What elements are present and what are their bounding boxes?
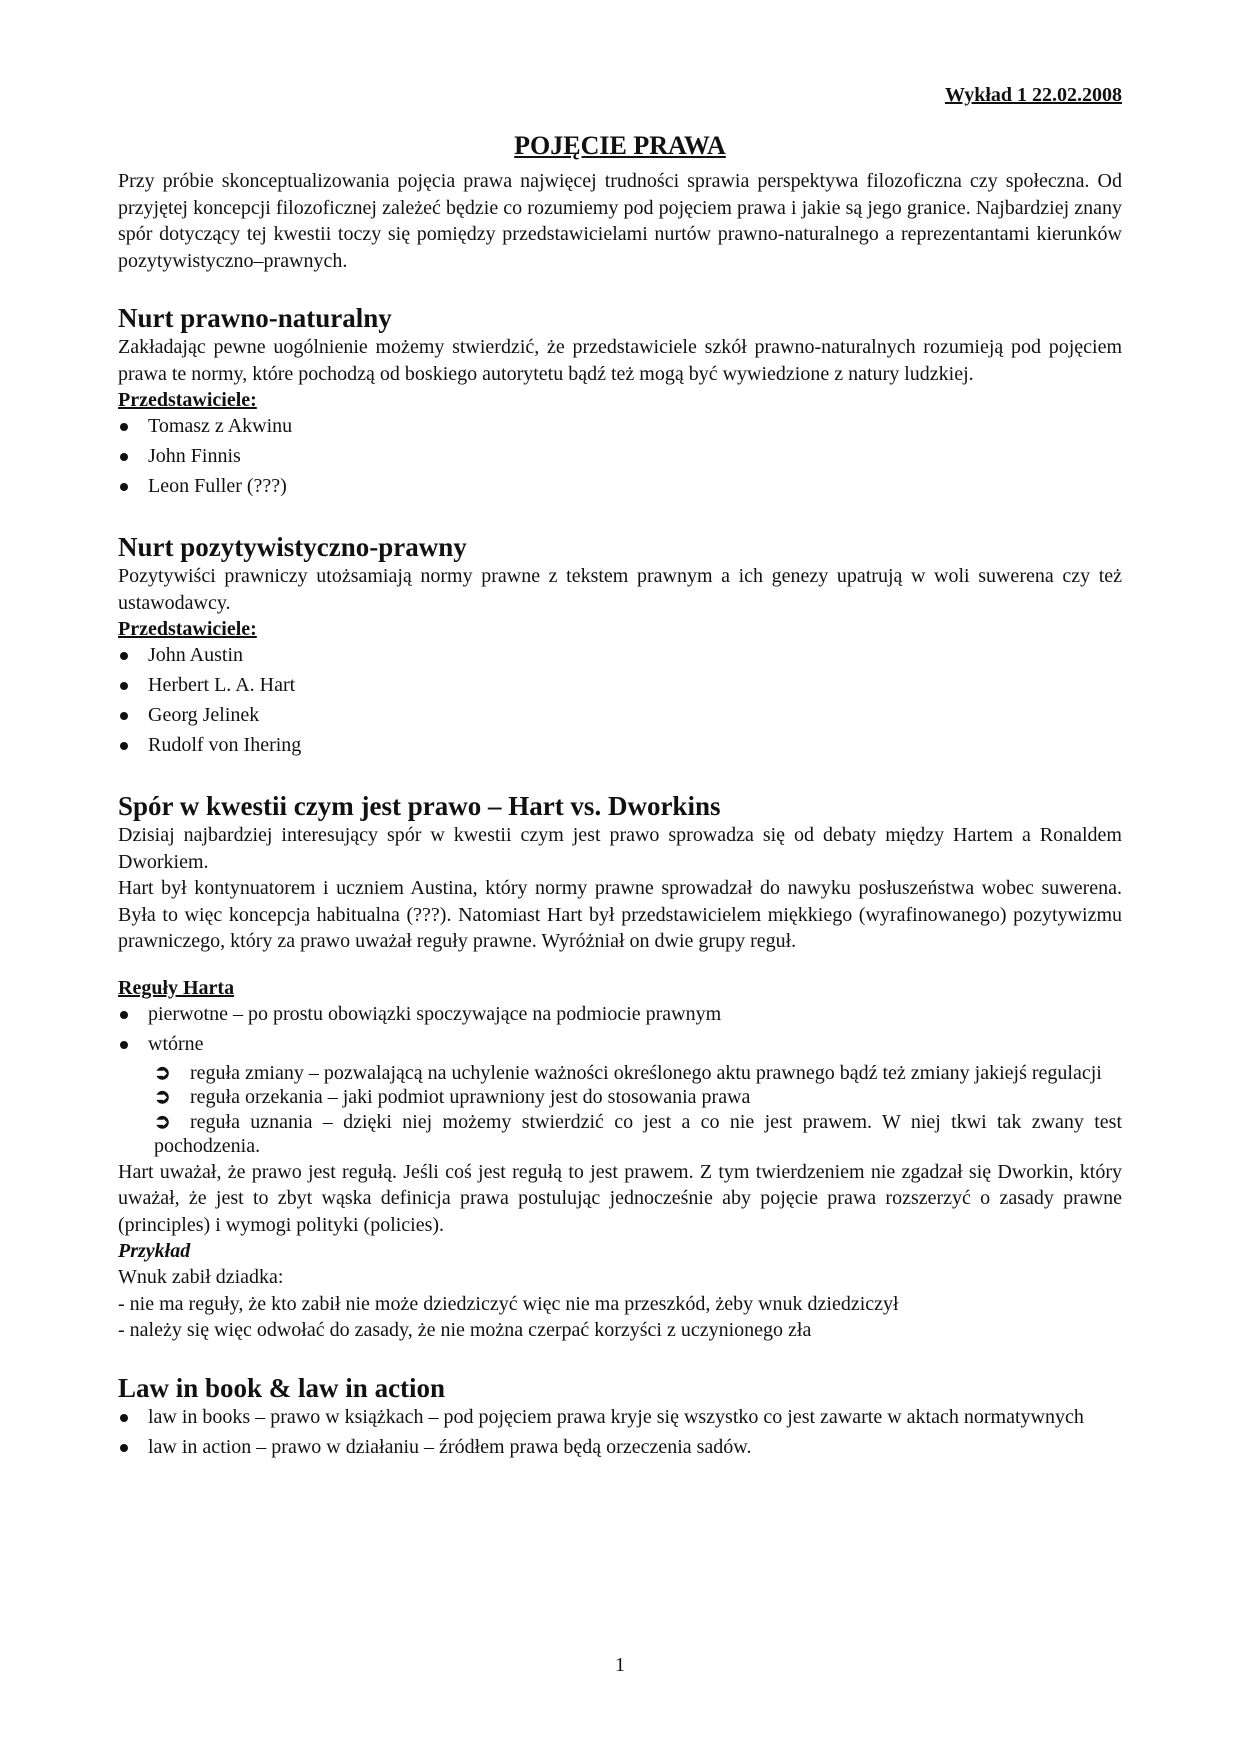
representatives-label: Przedstawiciele: [118, 389, 257, 411]
example-line: Wnuk zabił dziadka: [118, 1266, 284, 1288]
hart-dworkin-paragraph-3: Hart uważał, że prawo jest regułą. Jeśli coś jest regułą to jest prawem. Z tym twierdzeniem nie zgadzał się Dworkin, który uważał, że jest to zbyt wąska definicja prawa postulując jednocześnie aby pojęcie prawa rozszerzyć o zasady prawne (principles) i wymogi polityki (policies). [118, 1160, 1122, 1236]
arrow-right-icon: ➲ [154, 1086, 171, 1108]
hart-dworkin-paragraph-2: Hart był kontynuatorem i uczniem Austina, który normy prawne sprowadzał do nawyku posłuszeństwa wobec suwerena. Była to więc koncepcja habitualna (???). Natomiast Hart był przedstawicielem miękkiego (wyrafinowanego) pozytywizmu prawniczego, który za prawo uważał reguły prawne. Wyróżniał on dwie grupy reguł. [118, 877, 1122, 952]
list-item: Leon Fuller (???) [118, 473, 1122, 500]
list-item: ➲ reguła orzekania – jaki podmiot uprawniony jest do stosowania prawa [154, 1086, 751, 1108]
natural-law-paragraph: Zakładając pewne uogólnienie możemy stwierdzić, że przedstawiciele szkół prawno-naturalnych rozumieją pod pojęciem prawa te normy, które pochodzą od boskiego autorytetu bądź też mogą być wywiedzione z natury ludzkiej. [118, 336, 1122, 385]
arrow-right-icon: ➲ [154, 1061, 171, 1084]
list-item: law in action – prawo w działaniu – źródłem prawa będą orzeczenia sadów. [118, 1434, 1122, 1461]
lecture-date-header: Wykład 1 22.02.2008 [944, 84, 1122, 106]
positivism-paragraph: Pozytywiści prawniczy utożsamiają normy prawne z tekstem prawnym a ich genezy upatrują w woli suwerena czy też ustawodawcy. [118, 565, 1122, 614]
list-item: Herbert L. A. Hart [118, 672, 1122, 699]
bullet-icon [120, 652, 128, 660]
hart-dworkin-paragraph-1: Dzisiaj najbardziej interesujący spór w kwestii czym jest prawo sprowadza się od debaty między Hartem a Ronaldem Dworkiem. [118, 824, 1122, 873]
list-item: Tomasz z Akwinu [118, 413, 1122, 440]
list-item: Georg Jelinek [118, 702, 1122, 729]
bullet-icon [120, 1041, 128, 1049]
bullet-icon [120, 1414, 128, 1422]
bullet-icon [120, 423, 128, 431]
example-label: Przykład [118, 1240, 191, 1262]
bullet-icon [120, 483, 128, 491]
natural-law-representatives-list [118, 413, 1122, 500]
positivism-representatives-list [118, 642, 1122, 759]
list-item: John Austin [118, 642, 1122, 669]
document-page [118, 82, 1122, 1464]
bullet-icon [120, 712, 128, 720]
bullet-icon [120, 1444, 128, 1452]
section-heading-hart-dworkin: Spór w kwestii czym jest prawo – Hart vs. Dworkins [118, 791, 721, 821]
list-item: pierwotne – po prostu obowiązki spoczywające na podmiocie prawnym [118, 1001, 1122, 1028]
list-item: ➲ reguła uznania – dzięki niej możemy stwierdzić co jest a co nie jest prawem. W niej tkwi tak zwany test pochodzenia. [154, 1110, 1122, 1157]
page-number: 1 [615, 1654, 625, 1676]
representatives-label: Przedstawiciele: [118, 618, 257, 640]
hart-rules-list [118, 1001, 1122, 1058]
bullet-icon [120, 1011, 128, 1019]
law-in-book-list [118, 1404, 1122, 1461]
example-line: - nie ma reguły, że kto zabił nie może dziedziczyć więc nie ma przeszkód, żeby wnuk dziedziczył [118, 1292, 899, 1315]
hart-rules-label: Reguły Harta [118, 976, 235, 999]
bullet-icon [120, 742, 128, 750]
secondary-rules-list [118, 1061, 1122, 1159]
section-heading-natural-law: Nurt prawno-naturalny [118, 303, 392, 333]
example-line: - należy się więc odwołać do zasady, że nie można czerpać korzyści z uczynionego zła [118, 1319, 812, 1341]
section-heading-positivism: Nurt pozytywistyczno-prawny [118, 532, 467, 562]
list-item: John Finnis [118, 443, 1122, 470]
list-item: wtórne [118, 1031, 1122, 1058]
arrow-right-icon: ➲ [154, 1110, 171, 1133]
list-item: Rudolf von Ihering [118, 732, 1122, 759]
bullet-icon [120, 453, 128, 461]
intro-paragraph: Przy próbie skonceptualizowania pojęcia prawa najwięcej trudności sprawia perspektywa filozoficzna czy społeczna. Od przyjętej koncepcji filozoficznej zależeć będzie co rozumiemy pod pojęciem prawa i jakie są jego granice. Najbardziej znany spór dotyczący tej kwestii toczy się pomiędzy przedstawicielami nurtów prawno-naturalnego a reprezentantami kierunków pozytywistyczno–prawnych. [118, 170, 1122, 272]
document-title: POJĘCIE PRAWA [514, 131, 726, 160]
section-heading-law-in-action: Law in book & law in action [118, 1372, 446, 1403]
list-item: ➲ reguła zmiany – pozwalającą na uchylenie ważności określonego aktu prawnego bądź też zmiany jakiejś regulacji [154, 1061, 1102, 1084]
bullet-icon [120, 682, 128, 690]
list-item: law in books – prawo w książkach – pod pojęciem prawa kryje się wszystko co jest zawarte w aktach normatywnych [118, 1404, 1122, 1431]
